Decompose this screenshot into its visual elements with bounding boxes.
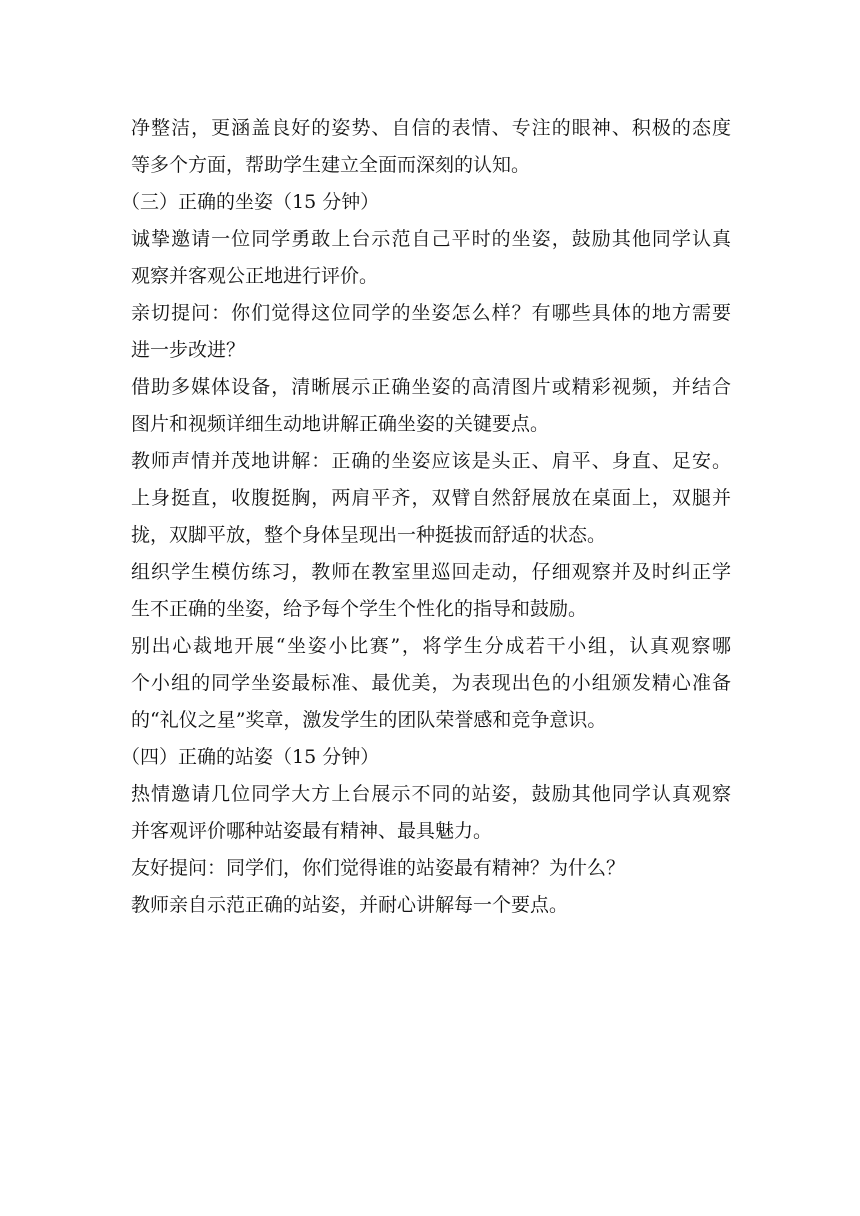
paragraph-line: 观察并客观公正地进行评价。 (131, 265, 379, 287)
paragraph-line: 并客观评价哪种站姿最有精神、最具魅力。 (131, 820, 493, 842)
paragraph-line: 教师声情并茂地讲解：正确的坐姿应该是头正、肩平、身直、足安。 (131, 450, 731, 472)
paragraph-line: 个小组的同学坐姿最标准、最优美，为表现出色的小组颁发精心准备 (131, 672, 731, 694)
paragraph-line: 等多个方面，帮助学生建立全面而深刻的认知。 (131, 154, 531, 176)
paragraph-line: 生不正确的坐姿，给予每个学生个性化的指导和鼓励。 (131, 598, 588, 620)
paragraph-line: 拢，双脚平放，整个身体呈现出一种挺拔而舒适的状态。 (131, 524, 607, 546)
paragraph-line: 上身挺直，收腹挺胸，两肩平齐，双臂自然舒展放在桌面上，双腿并 (131, 487, 731, 509)
paragraph-line: 净整洁，更涵盖良好的姿势、自信的表情、专注的眼神、积极的态度 (131, 117, 731, 139)
paragraph-line: 诚挚邀请一位同学勇敢上台示范自己平时的坐姿，鼓励其他同学认真 (131, 228, 731, 250)
paragraph-line: 组织学生模仿练习，教师在教室里巡回走动，仔细观察并及时纠正学 (131, 561, 731, 583)
paragraph-line: 的“礼仪之星”奖章，激发学生的团队荣誉感和竞争意识。 (131, 709, 607, 731)
section-heading-sitting-posture: （三）正确的坐姿（15 分钟） (121, 191, 380, 213)
paragraph-line: 亲切提问：你们觉得这位同学的坐姿怎么样？有哪些具体的地方需要 (131, 302, 731, 324)
paragraph-line: 别出心裁地开展“坐姿小比赛”，将学生分成若干小组，认真观察哪 (131, 635, 731, 657)
paragraph-line: 友好提问：同学们，你们觉得谁的站姿最有精神？为什么？ (131, 857, 626, 879)
paragraph-line: 进一步改进？ (131, 339, 246, 361)
section-heading-standing-posture: （四）正确的站姿（15 分钟） (121, 746, 380, 768)
paragraph-line: 图片和视频详细生动地讲解正确坐姿的关键要点。 (131, 413, 550, 435)
document-body (121, 110, 731, 924)
paragraph-line: 教师亲自示范正确的站姿，并耐心讲解每一个要点。 (131, 894, 569, 916)
paragraph-line: 热情邀请几位同学大方上台展示不同的站姿，鼓励其他同学认真观察 (131, 783, 731, 805)
paragraph-line: 借助多媒体设备，清晰展示正确坐姿的高清图片或精彩视频，并结合 (131, 376, 731, 398)
